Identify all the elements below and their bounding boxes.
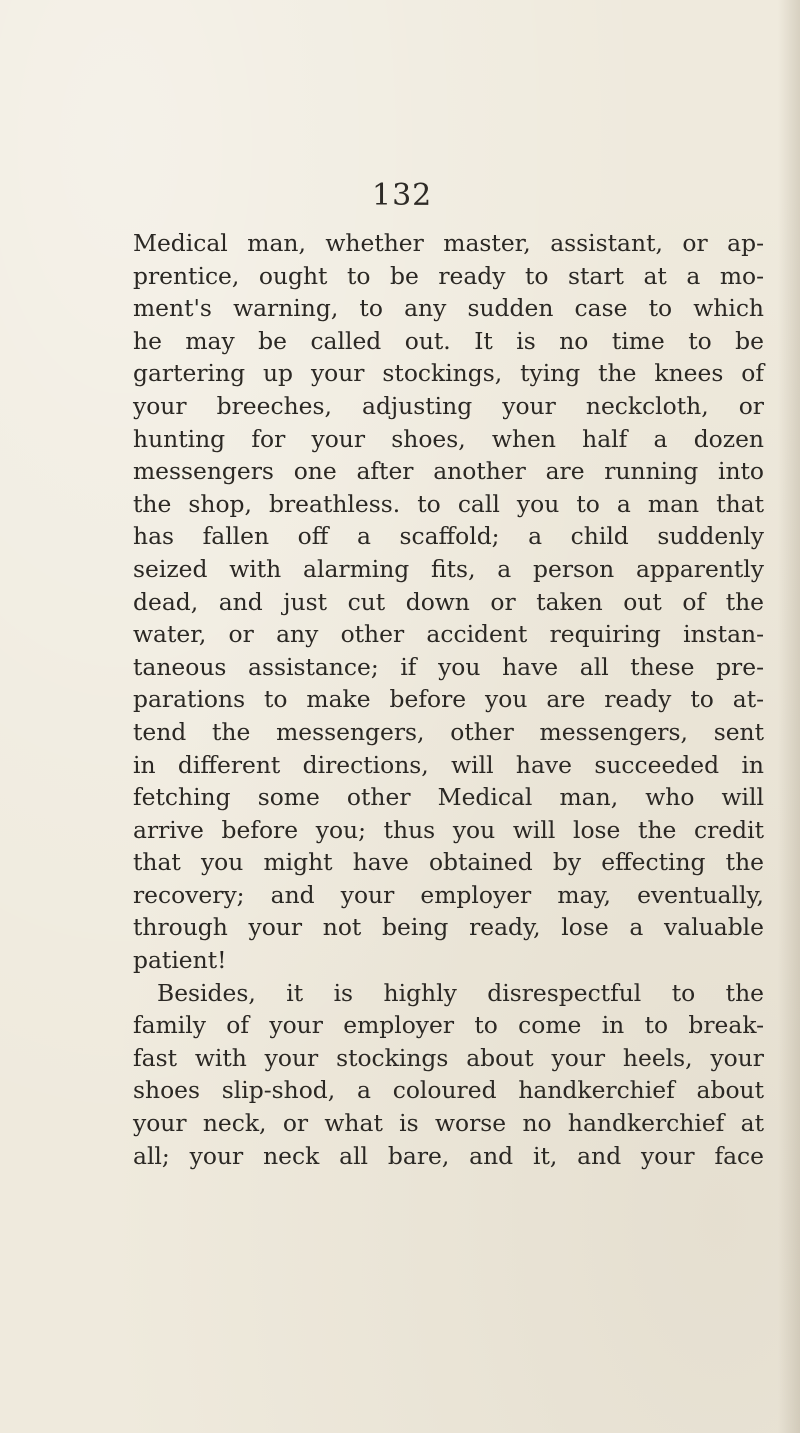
text-line: parations to make before you are ready to at- <box>133 685 764 714</box>
text-line: shoes slip-shod, a coloured handkerchief about <box>133 1076 764 1105</box>
text-line: gartering up your stockings, tying the knees of <box>133 359 764 388</box>
text-line: he may be called out. It is no time to be <box>133 326 764 355</box>
text-line: messengers one after another are running into <box>133 457 764 486</box>
body-text <box>133 227 773 1172</box>
text-line: recovery; and your employer may, eventually, <box>133 880 764 909</box>
text-line: Besides, it is highly disrespectful to the <box>157 978 764 1007</box>
text-line: patient! <box>133 946 227 975</box>
text-line: family of your employer to come in to break- <box>133 1011 764 1040</box>
text-line: has fallen off a scaffold; a child suddenly <box>133 522 764 551</box>
text-line: fast with your stockings about your heels, your <box>133 1043 764 1072</box>
text-line: water, or any other accident requiring instan- <box>133 620 764 649</box>
text-line: the shop, breathless. to call you to a man that <box>133 489 764 518</box>
text-line: Medical man, whether master, assistant, or ap- <box>133 229 764 257</box>
page-edge-shadow <box>778 0 800 1433</box>
text-line: hunting for your shoes, when half a dozen <box>133 424 764 453</box>
text-line: dead, and just cut down or taken out of the <box>133 587 764 616</box>
text-line: prentice, ought to be ready to start at a mo- <box>133 261 764 290</box>
text-line: your breeches, adjusting your neckcloth, or <box>133 391 764 420</box>
text-line: tend the messengers, other messengers, sent <box>133 717 764 746</box>
text-line: all; your neck all bare, and it, and your face <box>133 1141 764 1170</box>
page-number: 132 <box>372 178 433 213</box>
text-line: seized with alarming fits, a person apparently <box>133 554 764 583</box>
text-line: arrive before you; thus you will lose the credit <box>133 815 764 844</box>
text-line: ment's warning, to any sudden case to which <box>133 294 764 323</box>
text-line: fetching some other Medical man, who will <box>133 783 764 812</box>
text-line: in different directions, will have succeeded in <box>133 750 764 779</box>
text-line: that you might have obtained by effecting the <box>133 848 764 877</box>
text-line: taneous assistance; if you have all these pre- <box>133 652 764 681</box>
text-line: through your not being ready, lose a valuable <box>133 913 764 942</box>
text-line: your neck, or what is worse no handkerchief at <box>133 1109 764 1138</box>
